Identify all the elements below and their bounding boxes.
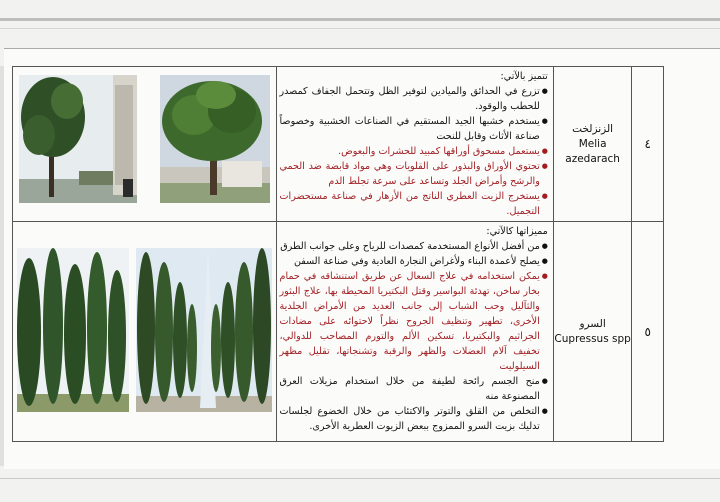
list-item: ● التخلص من القلق والتوتر والاكتئاب من خلال الخضوع لجلسات تدليك بزيت السرو الممزوج ببعض الزيوت العطرية الأخرى. — [280, 404, 548, 434]
cypress-row-photo-left — [17, 248, 129, 412]
header-rule — [0, 18, 720, 21]
row-number: ٥ — [632, 222, 664, 442]
tree-name-latin: Cupressus spp — [554, 332, 631, 345]
list-item: ● تحتوي الأوراق والبذور على القلويات وهي مواد قابضة ضد الحمي والرشح وأمراض الجلد وتساعد على سرعة تجلط الدم — [280, 159, 548, 189]
tree-name-cell — [553, 222, 632, 442]
tree-name-latin: Melia azedarach — [565, 137, 620, 165]
list-item: ● من أفضل الأنواع المستخدمة كمصدات للرياح وعلى جوانب الطرق — [280, 239, 548, 254]
header-rule-thin — [0, 28, 720, 29]
list-item: ● يستعمل مسحوق أوراقها كمبيد للحشرات والبعوض. — [280, 144, 548, 159]
description-cell — [276, 67, 553, 222]
cypress-row-photo-right — [136, 248, 272, 412]
feature-list — [280, 239, 548, 434]
list-item: ● تزرع في الحدائق والميادين لتوفير الظل وتتحمل الجفاف كمصدر للحطب والوقود. — [280, 84, 548, 114]
list-item: ● منح الجسم رائحة لطيفة من خلال استخدام مزيلات العرق المصنوعة منه — [280, 374, 548, 404]
list-item: ● يستخدم خشبها الجيد المستقيم في الصناعات الخشبية وخصوصاً صناعة الأثاث وقابل للنحت — [280, 114, 548, 144]
footer-rule — [0, 478, 720, 479]
tree-name-cell — [553, 67, 632, 222]
photos-cell — [13, 222, 277, 442]
photos-cell — [13, 67, 277, 222]
table-row-cupressus — [13, 222, 664, 442]
page-edge — [0, 66, 4, 466]
table-row-melia — [13, 67, 664, 222]
tree-name-ar: الزنزلخت — [572, 122, 614, 135]
trees-table — [12, 66, 664, 442]
list-item: ● يمكن استخدامه في علاج السعال عن طريق استنشاقه في حمام بخار ساخن، تهدئة البواسير وقتل البكتيريا المحيطة بها، علاج البثور والثآليل وحب الشباب إلى جانب العديد من الأمراض الجلدية الأخرى، تطهير وتنظيف الجروح نظراً لاحتوائه على مضادات الجراثيم والبكتيريا، تسكين الألم والتورم المصاحب للدوالي، تخفيف آلام العضلات والظهر والرقبة وتشنجاتها، تقليل مظهر السيلوليت — [280, 269, 548, 374]
melia-tree-photo-left — [19, 75, 137, 203]
row-number: ٤ — [632, 67, 664, 222]
melia-tree-photo-right — [160, 75, 270, 203]
description-cell — [276, 222, 553, 442]
list-item: ● يصلح لأعمدة البناء ولأغراض النجارة العادية وفي صناعة السفن — [280, 254, 548, 269]
list-item: ● يستخرج الزيت العطري الناتج من الأزهار في صناعة مستحضرات التجميل. — [280, 189, 548, 219]
tree-name-ar: السرو — [579, 317, 606, 330]
feature-list — [280, 84, 548, 219]
description-intro: تتميز بالآتي: — [500, 71, 548, 82]
description-intro: مميزاتها كالآتي: — [486, 226, 548, 237]
